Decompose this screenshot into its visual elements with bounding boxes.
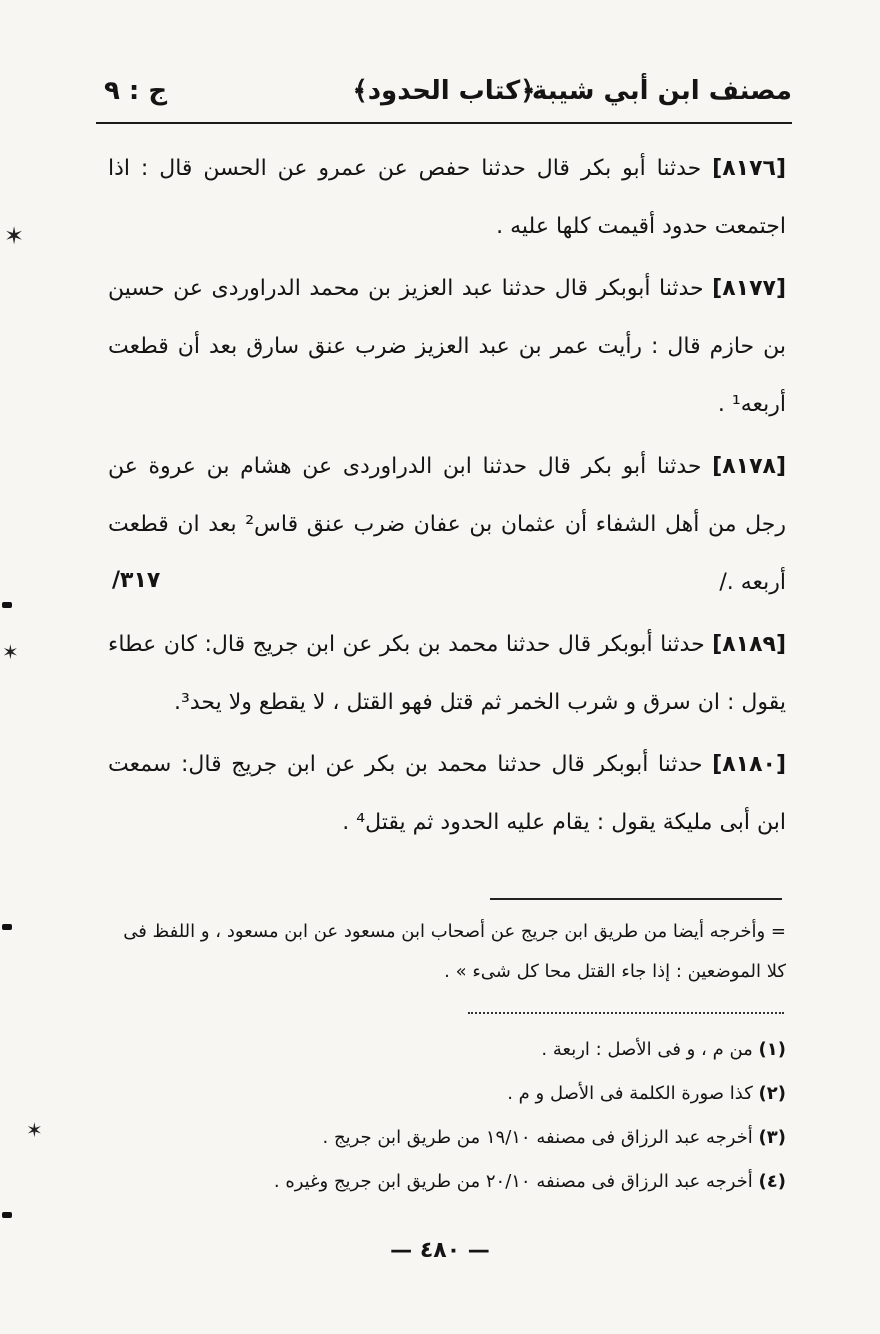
header-rule	[96, 122, 792, 124]
footnote-separator	[490, 898, 782, 900]
footnote-2	[110, 1072, 786, 1116]
footnote-1	[110, 1028, 786, 1072]
hadith-text: حدثنا أبوبكر قال حدثنا عبد العزيز بن محمد الدراوردى عن حسين بن حازم قال : رأيت عمر بن عبد العزيز ضرب عنق سارق بعد أن قطعت أربعه¹ .	[108, 276, 786, 417]
footnote-text: أخرجه عبد الرزاق فى مصنفه ٢٠/١٠ من طريق ابن جريج وغيره .	[273, 1171, 759, 1192]
hadith-text: حدثنا أبو بكر قال حدثنا حفص عن عمرو عن الحسن قال : اذا اجتمعت حدود أقيمت كلها عليه .	[108, 156, 786, 239]
star-mark-icon: ✶	[26, 1118, 43, 1142]
page-number: — ٤٨٠ —	[390, 1238, 490, 1263]
continued-footnote: = وأخرجه أيضا من طريق ابن جريج عن أصحاب ابن مسعود عن ابن مسعود ، و اللفظ فى كلا الموضعين : إذا جاء القتل محا كل شىء » .	[123, 921, 786, 982]
hadith-number: [٨١٧٧]	[712, 276, 786, 301]
hadith-text: حدثنا أبوبكر قال حدثنا محمد بن بكر عن ابن جريج قال: سمعت ابن أبى مليكة يقول : يقام عليه الحدود ثم يقتل⁴ .	[108, 752, 786, 835]
footnote-number: (١)	[758, 1039, 786, 1060]
margin-reference: ٣١٧/	[112, 568, 161, 593]
footnote-text: من م ، و فى الأصل : اربعة .	[541, 1039, 759, 1060]
hadith-number: [٨١٧٨]	[712, 454, 786, 479]
footnote-text: كذا صورة الكلمة فى الأصل و م .	[507, 1083, 759, 1104]
margin-dash-mark	[2, 924, 12, 930]
hadith-number: [٨١٨٩]	[712, 632, 786, 657]
book-title: مصنف ابن أبي شيبة	[531, 76, 792, 106]
hadith-8189	[108, 616, 786, 732]
footnote-number: (٣)	[758, 1127, 786, 1148]
hadith-8177	[108, 260, 786, 434]
dotted-separator	[468, 1012, 784, 1014]
star-mark-icon: ✶	[2, 640, 19, 664]
footnote-text: أخرجه عبد الرزاق فى مصنفه ١٩/١٠ من طريق ابن جريج .	[322, 1127, 759, 1148]
main-text	[108, 140, 786, 856]
footnote-number: (٤)	[758, 1171, 786, 1192]
chapter-title: ﴿كتاب الحدود﴾	[352, 76, 536, 106]
hadith-8178	[108, 438, 786, 612]
hadith-number: [٨١٨٠]	[712, 752, 786, 777]
hadith-8180	[108, 736, 786, 852]
volume-label: ج : ٩	[104, 76, 168, 106]
star-mark-icon: ✶	[4, 222, 25, 250]
hadith-text: حدثنا أبو بكر قال حدثنا ابن الدراوردى عن هشام بن عروة عن رجل من أهل الشفاء أن عثمان بن عفان ضرب عنق قاس² بعد ان قطعت أربعه ./	[108, 454, 786, 595]
margin-dash-mark	[2, 602, 12, 608]
running-header	[96, 72, 792, 122]
hadith-8176	[108, 140, 786, 256]
margin-dash-mark	[2, 1212, 12, 1218]
footnote-4	[110, 1160, 786, 1204]
hadith-text: حدثنا أبوبكر قال حدثنا محمد بن بكر عن ابن جريج قال: كان عطاء يقول : ان سرق و شرب الخمر ثم قتل فهو القتل ، لا يقطع ولا يحد³.	[108, 632, 786, 715]
hadith-number: [٨١٧٦]	[712, 156, 786, 181]
footnote-number: (٢)	[758, 1083, 786, 1104]
footnote-3	[110, 1116, 786, 1160]
footnotes	[110, 1028, 786, 1204]
